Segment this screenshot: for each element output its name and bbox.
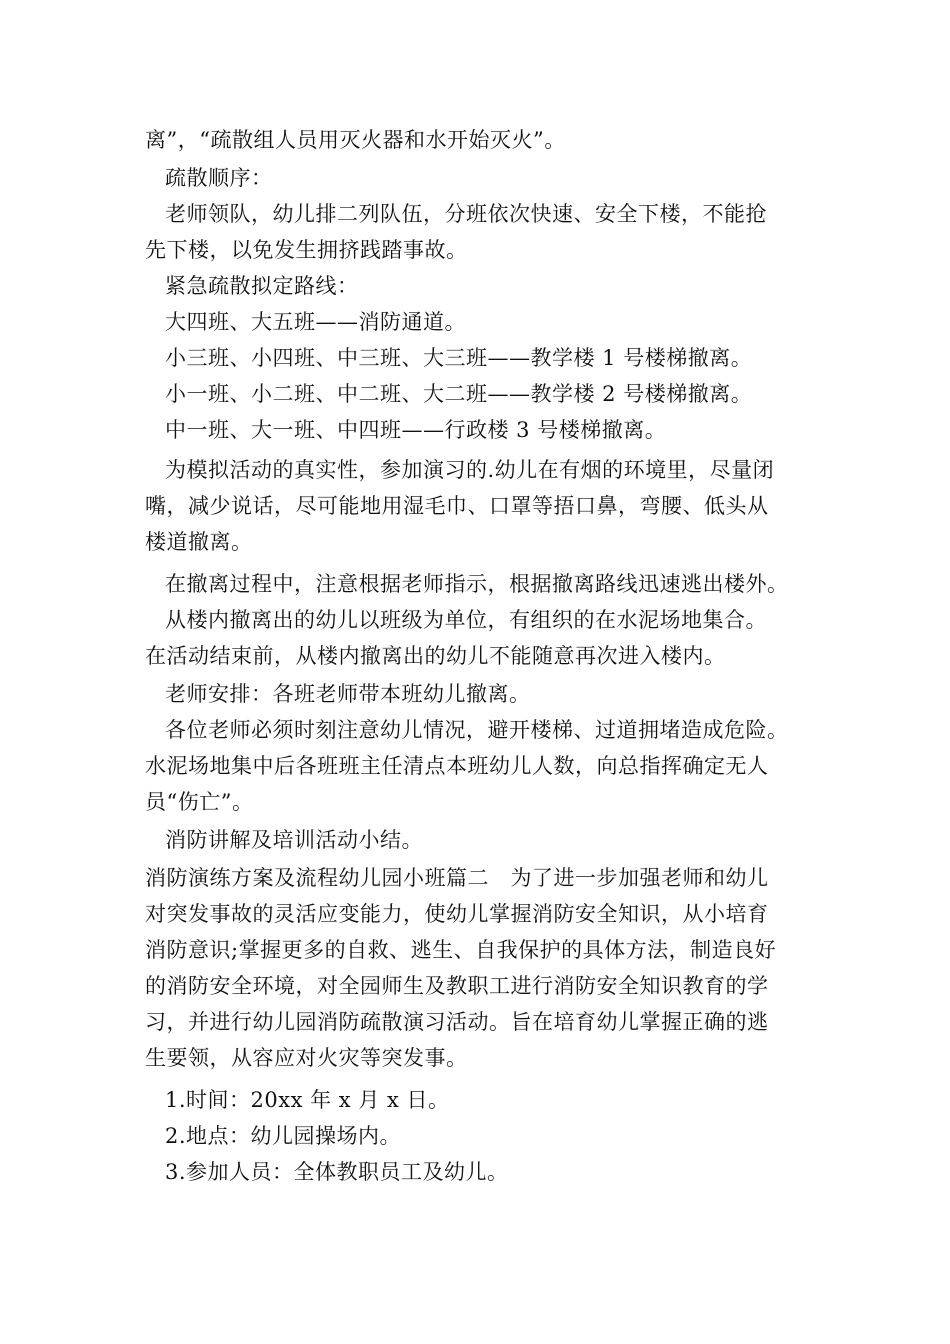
text-line: 的消防安全环境，对全园师生及教职工进行消防安全知识教育的学 [145, 974, 769, 998]
text-line: 在活动结束前，从楼内撤离出的幼儿不能随意再次进入楼内。 [145, 644, 726, 668]
text-line: 紧急疏散拟定路线： [165, 274, 359, 298]
text-line: 消防演练方案及流程幼儿园小班篇二 为了进一步加强老师和幼儿 [145, 866, 769, 890]
text-line: 对突发事故的灵活应变能力，使幼儿掌握消防安全知识，从小培育 [145, 902, 769, 926]
text-line: 3.参加人员：全体教职员工及幼儿。 [165, 1160, 509, 1184]
text-line: 大四班、大五班——消防通道。 [165, 310, 466, 334]
text-line: 嘴，减少说话，尽可能地用湿毛巾、口罩等捂口鼻，弯腰、低头从 [145, 494, 769, 518]
text-line: 为模拟活动的真实性，参加演习的.幼儿在有烟的环境里，尽量闭 [165, 458, 775, 482]
text-line: 楼道撤离。 [145, 530, 253, 554]
text-line: 先下楼，以免发生拥挤践踏事故。 [145, 238, 468, 262]
text-line: 消防讲解及培训活动小结。 [165, 828, 423, 852]
text-line: 老师安排：各班老师带本班幼儿撤离。 [165, 682, 531, 706]
text-line: 离”，“疏散组人员用灭火器和水开始灭火”。 [145, 128, 566, 152]
text-line: 水泥场地集中后各班班主任清点本班幼儿人数，向总指挥确定无人 [145, 754, 769, 778]
text-line: 1.时间：20xx 年 x 月 x 日。 [165, 1088, 450, 1112]
text-line: 小三班、小四班、中三班、大三班——教学楼 1 号楼梯撤离。 [165, 346, 753, 370]
text-line: 疏散顺序： [165, 166, 273, 190]
text-line: 生要领，从容应对火灾等突发事。 [145, 1046, 468, 1070]
text-line: 习，并进行幼儿园消防疏散演习活动。旨在培育幼儿掌握正确的逃 [145, 1010, 769, 1034]
text-line: 各位老师必须时刻注意幼儿情况，避开楼梯、过道拥堵造成危险。 [165, 718, 789, 742]
text-line: 老师领队，幼儿排二列队伍，分班依次快速、安全下楼，不能抢 [165, 202, 767, 226]
text-line: 从楼内撤离出的幼儿以班级为单位，有组织的在水泥场地集合。 [165, 608, 767, 632]
text-line: 2.地点：幼儿园操场内。 [165, 1124, 402, 1148]
text-line: 在撤离过程中，注意根据老师指示，根据撤离路线迅速逃出楼外。 [165, 572, 789, 596]
text-line: 员“伤亡”。 [145, 790, 254, 814]
text-line: 消防意识;掌握更多的自救、逃生、自我保护的具体方法，制造良好 [145, 938, 777, 962]
text-line: 中一班、大一班、中四班——行政楼 3 号楼梯撤离。 [165, 418, 667, 442]
text-line: 小一班、小二班、中二班、大二班——教学楼 2 号楼梯撤离。 [165, 382, 753, 406]
